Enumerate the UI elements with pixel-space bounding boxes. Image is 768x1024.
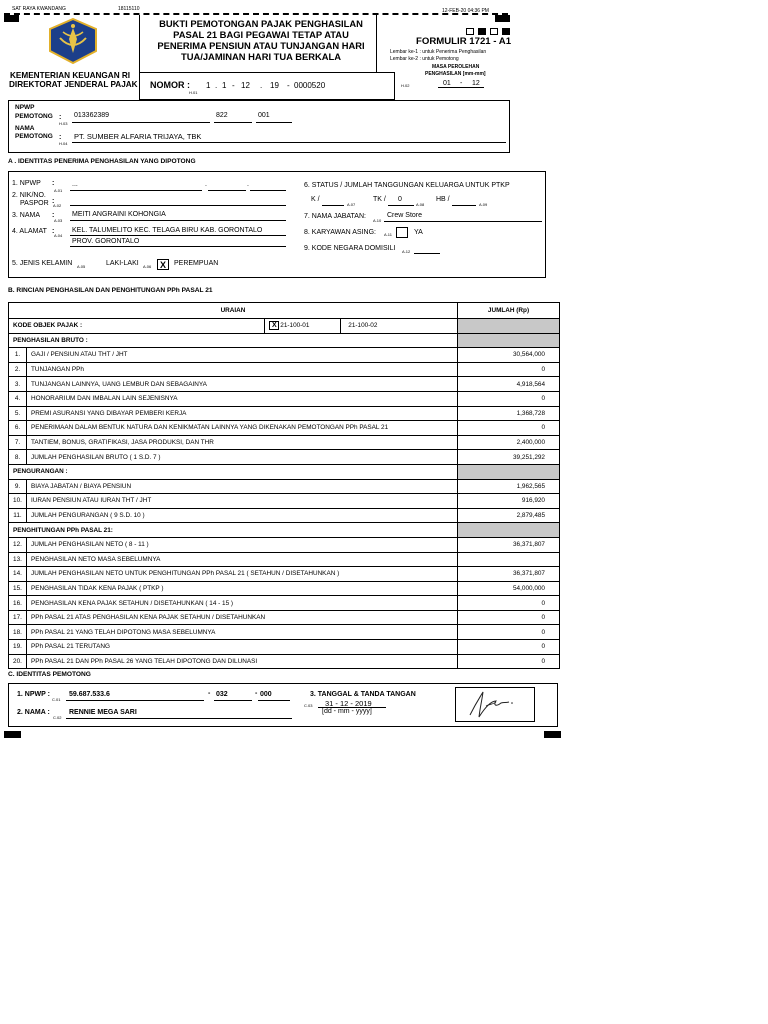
field-code: H.02 bbox=[401, 83, 410, 88]
gray-cell bbox=[458, 319, 560, 334]
row-label: PPh PASAL 21 TERUTANG bbox=[27, 640, 458, 655]
signature-box bbox=[455, 687, 535, 722]
sep: . bbox=[247, 181, 249, 188]
gray-cell bbox=[458, 333, 560, 348]
laki-label: LAKI-LAKI bbox=[106, 260, 139, 267]
pemotong-npwp-2: 822 bbox=[216, 112, 228, 119]
col-jumlah: JUMLAH (Rp) bbox=[458, 303, 560, 319]
field-code: H.01 bbox=[189, 90, 198, 95]
k-label: K / bbox=[311, 196, 320, 203]
underline bbox=[388, 205, 414, 206]
npwp-label: NPWP bbox=[15, 104, 35, 111]
row-label: GAJI / PENSIUN ATAU THT / JHT bbox=[27, 348, 458, 363]
row-amount: 0 bbox=[458, 391, 560, 406]
table-row bbox=[9, 508, 560, 523]
kode-1: 21-100-01 bbox=[280, 322, 310, 330]
colon: : bbox=[52, 180, 55, 187]
table-row bbox=[9, 479, 560, 494]
table-row bbox=[9, 552, 560, 567]
title-line: BUKTI PEMOTONGAN PAJAK PENGHASILAN bbox=[159, 18, 363, 29]
station-code: 18115110 bbox=[118, 6, 140, 12]
c-npwp-1: 59.687.533.6 bbox=[69, 691, 110, 698]
row-number: 3. bbox=[9, 377, 27, 392]
row-number: 1. bbox=[9, 348, 27, 363]
row-number: 20. bbox=[9, 654, 27, 669]
a-negara-label: 9. KODE NEGARA DOMISILI bbox=[304, 245, 396, 252]
underline bbox=[66, 700, 204, 701]
a-status-label: 6. STATUS / JUMLAH TANGGUNGAN KELUARGA UNTUK PTKP bbox=[304, 182, 510, 189]
tk-value: 0 bbox=[398, 196, 402, 203]
lembar-1: Lembar ke-1 : untuk Penerima Penghasilan bbox=[390, 49, 487, 55]
ya-label: YA bbox=[414, 229, 423, 236]
rincian-table bbox=[8, 302, 560, 669]
a-nama-value: MEITI ANGRAINI KOHONGIA bbox=[72, 211, 166, 218]
field-code: C.02 bbox=[53, 715, 62, 720]
row-amount: 2,879,485 bbox=[458, 508, 560, 523]
row-amount: 916,920 bbox=[458, 494, 560, 509]
underline bbox=[322, 205, 344, 206]
row-amount: 0 bbox=[458, 625, 560, 640]
section-c-title: C. IDENTITAS PEMOTONG bbox=[8, 671, 91, 678]
underline bbox=[70, 190, 202, 191]
underline bbox=[256, 122, 292, 123]
row-amount: 0 bbox=[458, 654, 560, 669]
underline bbox=[414, 253, 440, 254]
table-row bbox=[9, 596, 560, 611]
row-number: 16. bbox=[9, 596, 27, 611]
field-code: A.09 bbox=[479, 202, 488, 207]
field-code: A.05 bbox=[77, 264, 86, 269]
kode-label: KODE OBJEK PAJAK : bbox=[9, 319, 265, 334]
nama-label: NAMA bbox=[15, 125, 35, 132]
row-number: 2. bbox=[9, 362, 27, 377]
masa-label: MASA PEROLEHAN bbox=[432, 64, 480, 70]
underline bbox=[452, 205, 476, 206]
underline bbox=[208, 190, 246, 191]
nomor-sep: - bbox=[232, 81, 235, 90]
sep: . bbox=[205, 181, 207, 188]
a-npwp-value: ... bbox=[72, 181, 78, 188]
sep: - bbox=[208, 690, 211, 697]
kode-checkbox[interactable]: X bbox=[269, 321, 279, 330]
row-amount: 36,371,807 bbox=[458, 567, 560, 582]
row-label: TUNJANGAN LAINNYA, UANG LEMBUR DAN SEBAGAINYA bbox=[27, 377, 458, 392]
nomor-part: 0000520 bbox=[294, 81, 326, 90]
row-number: 13. bbox=[9, 552, 27, 567]
underline bbox=[250, 190, 286, 191]
table-row bbox=[9, 537, 560, 552]
c-nama-value: RENNIE MEGA SARI bbox=[69, 709, 137, 716]
colon: : bbox=[52, 228, 55, 235]
col-uraian: URAIAN bbox=[9, 303, 458, 319]
row-label: JUMLAH PENGURANGAN ( 9 S.D. 10 ) bbox=[27, 508, 458, 523]
kode-row bbox=[9, 319, 560, 334]
form-title bbox=[144, 18, 378, 62]
underline bbox=[70, 205, 286, 206]
title-line: PASAL 21 BAGI PEGAWAI TETAP ATAU bbox=[173, 29, 349, 40]
pengurangan-head: PENGURANGAN : bbox=[9, 464, 458, 479]
tk-label: TK / bbox=[373, 196, 386, 203]
row-number: 8. bbox=[9, 450, 27, 465]
underline bbox=[70, 246, 286, 247]
kode-2: 21-100-02 bbox=[348, 322, 378, 330]
row-amount: 30,564,000 bbox=[458, 348, 560, 363]
field-code: C.03 bbox=[304, 703, 313, 708]
row-label: PPh PASAL 21 ATAS PENGHASILAN KENA PAJAK SETAHUN / DISETAHUNKAN bbox=[27, 610, 458, 625]
agency-subname: DIREKTORAT JENDERAL PAJAK bbox=[9, 80, 138, 89]
masa-from: 01 bbox=[443, 80, 451, 87]
a-npwp-label: 1. NPWP bbox=[12, 180, 41, 187]
lembar-2: Lembar ke-2 : untuk Pemotong bbox=[390, 56, 459, 62]
row-amount: 4,918,564 bbox=[458, 377, 560, 392]
pemotong-npwp-3: 001 bbox=[258, 112, 270, 119]
npwp-label: PEMOTONG bbox=[15, 113, 53, 120]
table-row bbox=[9, 362, 560, 377]
registration-mark bbox=[544, 731, 561, 738]
row-number: 14. bbox=[9, 567, 27, 582]
row-amount: 0 bbox=[458, 610, 560, 625]
row-amount: 54,000,000 bbox=[458, 581, 560, 596]
row-label: PPh PASAL 21 DAN PPh PASAL 26 YANG TELAH DIPOTONG DAN DILUNASI bbox=[27, 654, 458, 669]
field-code: A.03 bbox=[54, 218, 63, 223]
row-number: 10. bbox=[9, 494, 27, 509]
row-number: 4. bbox=[9, 391, 27, 406]
group-row bbox=[9, 523, 560, 538]
table-row bbox=[9, 567, 560, 582]
row-amount: 36,371,807 bbox=[458, 537, 560, 552]
kode-option-1 bbox=[265, 319, 341, 334]
table-row bbox=[9, 640, 560, 655]
row-label: HONORARIUM DAN IMBALAN LAIN SEJENISNYA bbox=[27, 391, 458, 406]
row-amount: 0 bbox=[458, 421, 560, 436]
marker-box bbox=[502, 28, 510, 35]
table-row bbox=[9, 494, 560, 509]
row-label: IURAN PENSIUN ATAU IURAN THT / JHT bbox=[27, 494, 458, 509]
title-line: PENERIMA PENSIUN ATAU TUNJANGAN HARI bbox=[157, 40, 365, 51]
row-amount: 0 bbox=[458, 640, 560, 655]
a-asing-label: 8. KARYAWAN ASING: bbox=[304, 229, 376, 236]
c-tanggal: 31 - 12 - 2019 bbox=[325, 699, 372, 708]
c-npwp-label: 1. NPWP : bbox=[17, 691, 50, 698]
row-number: 6. bbox=[9, 421, 27, 436]
bruto-head: PENGHASILAN BRUTO : bbox=[9, 333, 458, 348]
a-alamat-label: 4. ALAMAT bbox=[12, 228, 47, 235]
underline bbox=[258, 700, 290, 701]
field-code: A.06 bbox=[143, 264, 152, 269]
kemenkeu-logo bbox=[46, 18, 100, 64]
table-row bbox=[9, 348, 560, 363]
header-divider bbox=[376, 15, 377, 73]
nomor-part: 1 bbox=[206, 81, 211, 90]
a-nik-label: 2. NIK/NO. bbox=[12, 192, 46, 199]
row-label: PENGHASILAN TIDAK KENA PAJAK ( PTKP ) bbox=[27, 581, 458, 596]
a-jk-label: 5. JENIS KELAMIN bbox=[12, 260, 73, 267]
section-a-title: A . IDENTITAS PENERIMA PENGHASILAN YANG DIPOTONG bbox=[8, 158, 196, 165]
table-row bbox=[9, 406, 560, 421]
underline bbox=[72, 122, 210, 123]
pemotong-box bbox=[8, 100, 510, 153]
table-row bbox=[9, 654, 560, 669]
row-label: JUMLAH PENGHASILAN NETO UNTUK PENGHITUNGAN PPh PASAL 21 ( SETAHUN / DISETAHUNKAN ) bbox=[27, 567, 458, 582]
row-amount bbox=[458, 552, 560, 567]
row-amount: 1,962,565 bbox=[458, 479, 560, 494]
perempuan-label: PEREMPUAN bbox=[174, 260, 219, 267]
a-jabatan-value: Crew Store bbox=[387, 212, 423, 219]
underline bbox=[70, 235, 286, 236]
hb-label: HB / bbox=[436, 196, 450, 203]
row-label: PPh PASAL 21 YANG TELAH DIPOTONG MASA SEBELUMNYA bbox=[27, 625, 458, 640]
row-label: PENERIMAAN DALAM BENTUK NATURA DAN KENIKMATAN LAINNYA YANG DIKENAKAN PEMOTONGAN PPh PASAL 21 bbox=[27, 421, 458, 436]
nama-label: PEMOTONG bbox=[15, 133, 53, 140]
row-number: 19. bbox=[9, 640, 27, 655]
row-number: 18. bbox=[9, 625, 27, 640]
station-name: SAT RAYA KWANDANG bbox=[12, 6, 66, 12]
colon: : bbox=[52, 198, 55, 205]
row-label: JUMLAH PENGHASILAN NETO ( 8 - 11 ) bbox=[27, 537, 458, 552]
underline bbox=[72, 142, 506, 143]
row-number: 9. bbox=[9, 479, 27, 494]
field-code: H.03 bbox=[59, 121, 68, 126]
row-label: PENGHASILAN KENA PAJAK SETAHUN / DISETAHUNKAN ( 14 - 15 ) bbox=[27, 596, 458, 611]
field-code: A.04 bbox=[54, 233, 63, 238]
c-ttd-label: 3. TANGGAL & TANDA TANGAN bbox=[310, 691, 416, 698]
group-row bbox=[9, 464, 560, 479]
field-code: H.04 bbox=[59, 141, 68, 146]
table-row bbox=[9, 625, 560, 640]
row-number: 5. bbox=[9, 406, 27, 421]
underline bbox=[70, 220, 286, 221]
asing-checkbox[interactable] bbox=[396, 227, 408, 238]
jk-checkbox[interactable]: X bbox=[157, 259, 169, 270]
underline bbox=[214, 122, 252, 123]
marker-box bbox=[490, 28, 498, 35]
field-code: A.12 bbox=[402, 249, 411, 254]
table-row bbox=[9, 581, 560, 596]
field-code: A.11 bbox=[384, 232, 392, 237]
pemotong-npwp-1: 013362389 bbox=[74, 112, 110, 119]
table-row bbox=[9, 450, 560, 465]
nomor-part: 19 bbox=[270, 81, 279, 90]
colon: : bbox=[59, 134, 62, 141]
row-amount: 0 bbox=[458, 362, 560, 377]
field-code: A.01 bbox=[54, 188, 63, 193]
registration-mark bbox=[4, 731, 21, 738]
colon: : bbox=[52, 212, 55, 219]
row-amount: 39,251,292 bbox=[458, 450, 560, 465]
marker-box bbox=[466, 28, 474, 35]
sep: - bbox=[255, 690, 258, 697]
c-npwp-3: 000 bbox=[260, 691, 272, 698]
colon: : bbox=[59, 114, 62, 121]
kode-option-2 bbox=[341, 319, 458, 334]
nomor-label: NOMOR : bbox=[150, 80, 190, 90]
row-label: PREMI ASURANSI YANG DIBAYAR PEMBERI KERJA bbox=[27, 406, 458, 421]
field-code: C.01 bbox=[52, 697, 61, 702]
field-code: A.02 bbox=[53, 203, 62, 208]
c-npwp-2: 032 bbox=[216, 691, 228, 698]
underline bbox=[66, 718, 292, 719]
row-number: 15. bbox=[9, 581, 27, 596]
a-nik-label: PASPOR bbox=[20, 200, 49, 207]
marker-box bbox=[478, 28, 486, 35]
table-row bbox=[9, 610, 560, 625]
underline bbox=[214, 700, 252, 701]
print-timestamp: 12-FEB-20 04:36 PM bbox=[442, 8, 489, 14]
row-label: PENGHASILAN NETO MASA SEBELUMNYA bbox=[27, 552, 458, 567]
nomor-sep: . bbox=[215, 81, 218, 90]
field-code: A.08 bbox=[416, 202, 425, 207]
registration-mark bbox=[4, 15, 19, 22]
a-alamat-2: PROV. GORONTALO bbox=[72, 238, 140, 245]
row-label: TUNJANGAN PPh bbox=[27, 362, 458, 377]
penghitungan-head: PENGHITUNGAN PPh PASAL 21: bbox=[9, 523, 458, 538]
underline bbox=[384, 221, 542, 222]
nomor-part: 12 bbox=[241, 81, 250, 90]
agency-name: KEMENTERIAN KEUANGAN RI bbox=[10, 71, 131, 80]
row-amount: 2,400,000 bbox=[458, 435, 560, 450]
title-line: TUA/JAMINAN HARI TUA BERKALA bbox=[180, 51, 342, 62]
a-alamat-1: KEL. TALUMELITO KEC. TELAGA BIRU KAB. GORONTALO bbox=[72, 227, 263, 234]
a-jabatan-label: 7. NAMA JABATAN: bbox=[304, 213, 366, 220]
row-number: 12. bbox=[9, 537, 27, 552]
c-nama-label: 2. NAMA : bbox=[17, 709, 50, 716]
masa-to: 12 bbox=[472, 80, 480, 87]
row-label: TANTIEM, BONUS, GRATIFIKASI, JASA PRODUKSI, DAN THR bbox=[27, 435, 458, 450]
registration-mark bbox=[495, 15, 510, 22]
nomor-part: 1 bbox=[222, 81, 227, 90]
pemotong-nama: PT. SUMBER ALFARIA TRIJAYA, TBK bbox=[74, 132, 202, 141]
row-number: 11. bbox=[9, 508, 27, 523]
row-number: 17. bbox=[9, 610, 27, 625]
row-amount: 1,368,728 bbox=[458, 406, 560, 421]
gray-cell bbox=[458, 523, 560, 538]
nomor-sep: - bbox=[287, 81, 290, 90]
top-dashed-rule bbox=[4, 13, 508, 15]
a-nama-label: 3. NAMA bbox=[12, 212, 41, 219]
table-row bbox=[9, 435, 560, 450]
masa-label: PENGHASILAN [mm-mm] bbox=[425, 71, 486, 77]
group-row bbox=[9, 333, 560, 348]
form-number: FORMULIR 1721 - A1 bbox=[416, 36, 512, 47]
table-header-row bbox=[9, 303, 560, 319]
table-row bbox=[9, 377, 560, 392]
section-b-title: B. RINCIAN PENGHASILAN DAN PENGHITUNGAN PPh PASAL 21 bbox=[8, 287, 213, 294]
field-code: A.07 bbox=[347, 202, 356, 207]
c-date-format: [dd - mm - yyyy] bbox=[322, 708, 372, 715]
field-code: A.10 bbox=[373, 218, 382, 223]
masa-underline bbox=[438, 87, 484, 88]
table-row bbox=[9, 421, 560, 436]
row-number: 7. bbox=[9, 435, 27, 450]
row-label: JUMLAH PENGHASILAN BRUTO ( 1 S.D. 7 ) bbox=[27, 450, 458, 465]
gray-cell bbox=[458, 464, 560, 479]
row-amount: 0 bbox=[458, 596, 560, 611]
row-label: BIAYA JABATAN / BIAYA PENSIUN bbox=[27, 479, 458, 494]
masa-dash: - bbox=[460, 80, 463, 87]
signature-icon bbox=[456, 688, 534, 721]
nomor-sep: . bbox=[260, 81, 263, 90]
table-row bbox=[9, 391, 560, 406]
